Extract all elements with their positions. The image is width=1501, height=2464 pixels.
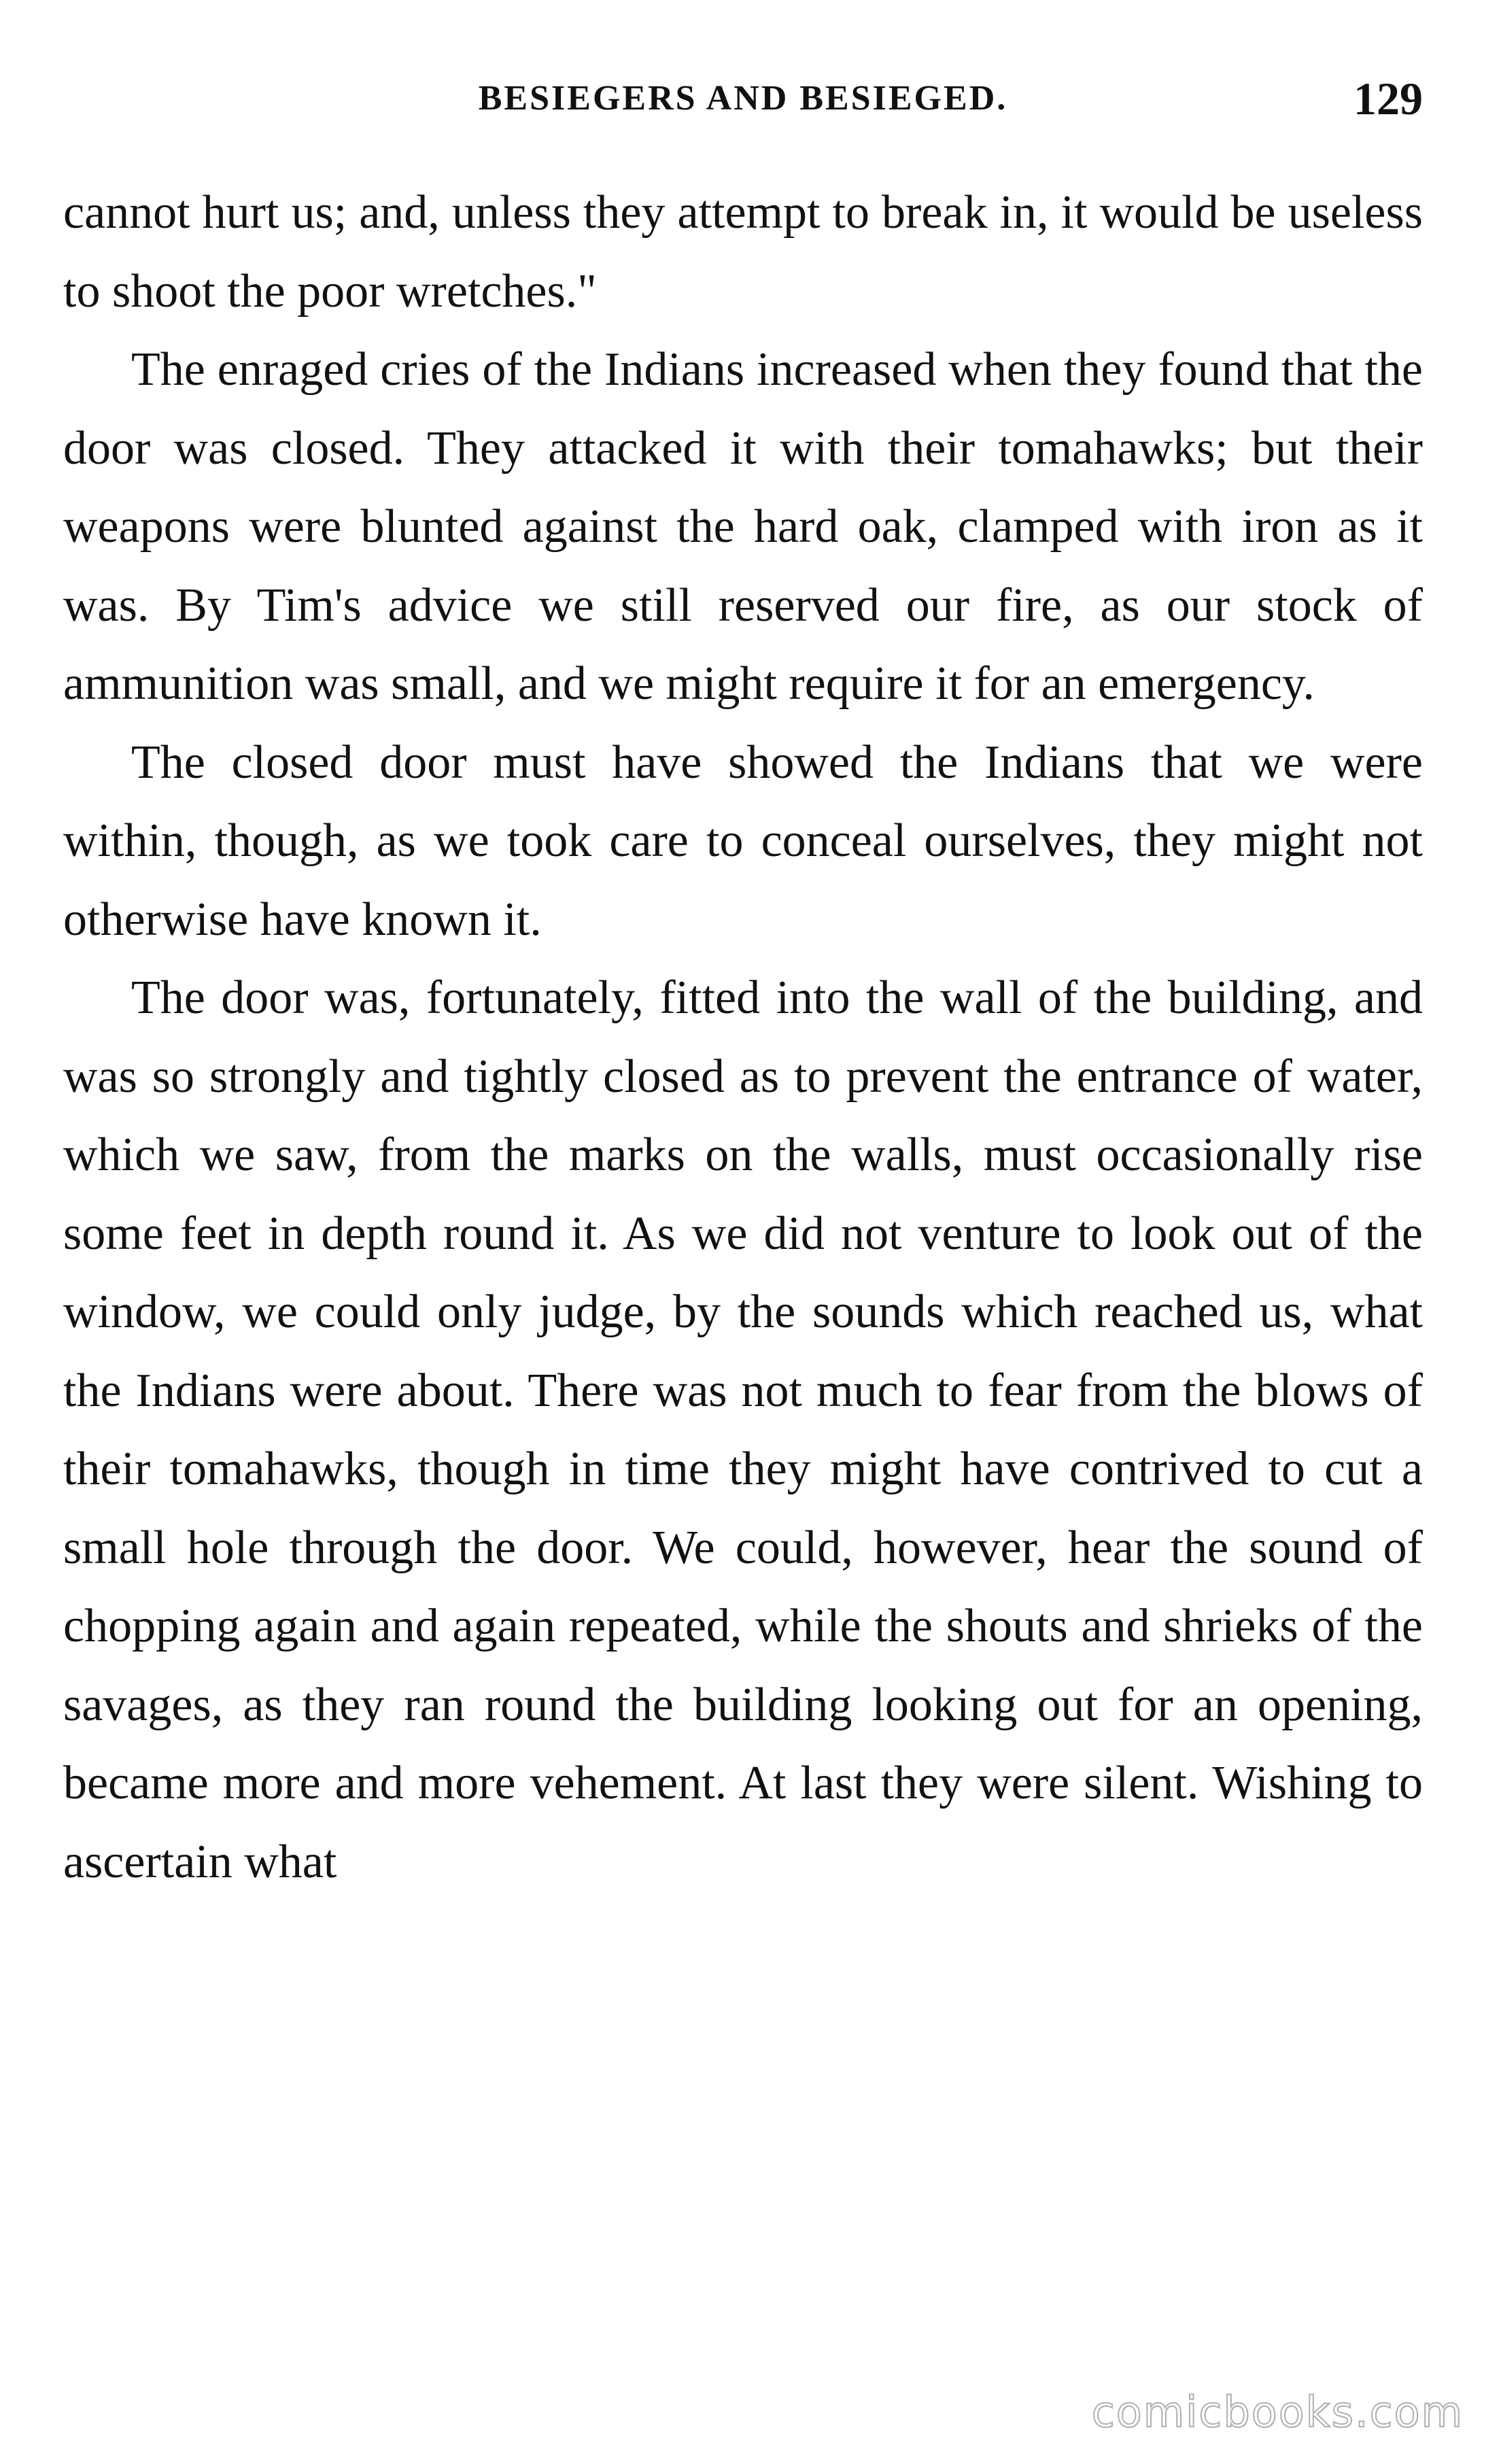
- running-title: BESIEGERS AND BESIEGED.: [478, 79, 1008, 118]
- paragraph: The enraged cries of the Indians increased when they found that the door was closed. They attacked it with their tomahawks; but their weapons were blunted against the hard oak, clamped with iron as it was. By Tim's advice we still reserved our fire, as our stock of ammunition was small, and we might require it for an emergency.: [63, 343, 1423, 710]
- watermark: comicbooks.com: [1091, 2387, 1464, 2437]
- paragraph: The closed door must have showed the Indians that we were within, though, as we took care to conceal ourselves, they might not otherwise have known it.: [63, 736, 1423, 946]
- page-number: 129: [1353, 73, 1423, 124]
- body-text: [63, 173, 1423, 1901]
- paragraph: cannot hurt us; and, unless they attempt to break in, it would be useless to shoot the poor wretches.": [63, 186, 1423, 318]
- running-head: [63, 68, 1423, 129]
- paragraph: The door was, fortunately, fitted into the wall of the building, and was so strongly and tightly closed as to prevent the entrance of water, which we saw, from the marks on the walls, must occasionally rise some feet in depth round it. As we did not venture to look out of the window, we could only judge, by the sounds which reached us, what the Indians were about. There was not much to fear from the blows of their tomahawks, though in time they might have contrived to cut a small hole through the door. We could, however, hear the sound of chopping again and again repeated, while the shouts and shrieks of the savages, as they ran round the building looking out for an opening, became more and more vehement. At last they were silent. Wishing to ascertain what: [63, 972, 1423, 1888]
